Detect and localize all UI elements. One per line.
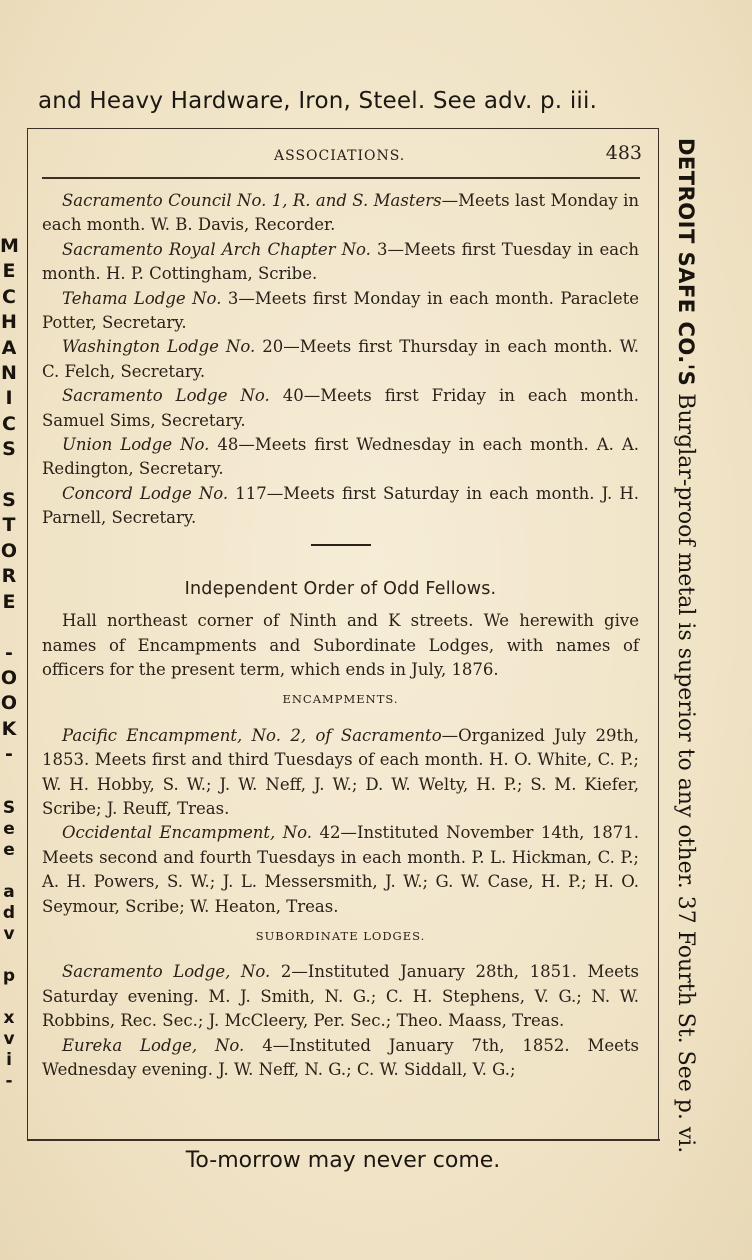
margin-letter: N xyxy=(1,362,17,385)
lodge-name: Sacramento Royal Arch Chapter No. xyxy=(62,239,371,259)
margin-letter: S xyxy=(2,438,16,461)
margin-letter: T xyxy=(2,514,16,537)
margin-letter: i xyxy=(6,1050,12,1070)
encampment-name: Pacific Encampment, No. 2, of Sacramento xyxy=(62,725,442,745)
lodge-name: Eureka Lodge, No. xyxy=(62,1035,245,1055)
margin-letter: - xyxy=(5,641,13,664)
lodge-entry xyxy=(42,482,639,531)
margin-letter: e xyxy=(3,840,15,860)
lodge-name: Concord Lodge No. xyxy=(62,483,229,503)
margin-letter: S xyxy=(2,489,16,512)
margin-letter xyxy=(0,463,18,488)
left-margin-advertisement xyxy=(0,234,18,768)
section-divider xyxy=(311,544,371,546)
lodge-entry xyxy=(42,1034,639,1083)
encampment-entry xyxy=(42,724,639,822)
encampment-details: 42—Instituted November 14th, 1871. Meets second and fourth Tuesdays in each month. P. L. Hickman, C. P.; A. H. Powers, S. W.; J. L. Messersmith, J. W.; G. W. Case, H. P.; H. O. Seymour, Scribe; W. Heaton, Treas. xyxy=(42,823,640,916)
margin-letter xyxy=(0,987,18,1008)
margin-letter: O xyxy=(0,666,18,689)
margin-letter: E xyxy=(2,590,16,613)
margin-letter: - xyxy=(5,743,13,766)
lodge-entry xyxy=(42,433,639,482)
page-number: 483 xyxy=(605,142,642,164)
lodge-entry xyxy=(42,287,639,336)
margin-letter: v xyxy=(3,1029,15,1049)
lodge-entry xyxy=(42,238,639,287)
subsection-title-lodges: SUBORDINATE LODGES. xyxy=(255,928,426,943)
page-body xyxy=(42,189,639,1082)
margin-letter: x xyxy=(3,1008,15,1028)
margin-letter: R xyxy=(1,565,17,588)
margin-letter: O xyxy=(0,539,18,562)
lodge-details: 20—Meets first Thursday in each month. W. C. Felch, Secretary. xyxy=(42,337,639,381)
lodge-name: Tehama Lodge No. xyxy=(62,288,222,308)
safe-company-brand: DETROIT SAFE CO.'S xyxy=(674,138,698,387)
lodge-name: Sacramento Lodge No. xyxy=(62,386,270,406)
lodge-name: Sacramento Council No. 1, R. and S. Masters xyxy=(62,191,442,210)
lodge-entry xyxy=(42,960,639,1033)
margin-letter: C xyxy=(2,412,16,435)
margin-letter xyxy=(0,861,18,882)
lodge-details: 2—Instituted January 28th, 1851. Meets Saturday evening. M. J. Smith, N. G.; C. H. Stephens, V. G.; N. W. Robbins, Rec. Sec.; J. McCleery, Per. Sec.; Theo. Maass, Treas. xyxy=(42,962,639,1031)
left-margin-reference xyxy=(0,798,18,1092)
lodge-details: —Meets last Monday in each month. W. B. Davis, Recorder. xyxy=(42,191,639,235)
margin-letter: p xyxy=(2,966,16,986)
lodge-entry xyxy=(42,384,639,433)
lodge-name: Sacramento Lodge, No. xyxy=(62,962,271,982)
margin-letter xyxy=(0,945,18,966)
lodge-entry xyxy=(42,189,639,238)
margin-letter: O xyxy=(0,692,18,715)
margin-letter: K xyxy=(1,717,17,740)
margin-letter xyxy=(0,615,18,640)
bottom-advertisement-banner: To-morrow may never come. xyxy=(185,1148,501,1173)
margin-letter: I xyxy=(5,387,13,410)
margin-letter: M xyxy=(0,235,19,257)
safe-company-slogan: Burglar-proof metal is superior to any other. 37 Fourth St. See p. vi. xyxy=(673,386,698,1154)
margin-letter: C xyxy=(2,285,16,308)
subsection-title-encampments: ENCAMPMENTS. xyxy=(282,692,399,707)
margin-letter: H xyxy=(1,311,17,334)
lodge-details: 40—Meets first Friday in each month. Samuel Sims, Secretary. xyxy=(42,386,639,430)
page-frame-bottom-rule xyxy=(27,1139,660,1141)
lodge-name: Union Lodge No. xyxy=(62,435,210,455)
top-advertisement-banner: and Heavy Hardware, Iron, Steel. See adv. p. iii. xyxy=(38,88,598,114)
lodge-name: Washington Lodge No. xyxy=(62,337,256,357)
margin-letter: E xyxy=(2,260,16,283)
lodge-details: 48—Meets first Wednesday in each month. A. A. Redington, Secretary. xyxy=(42,435,639,479)
right-margin-advertisement xyxy=(665,138,707,1154)
running-header xyxy=(42,140,642,172)
margin-letter: e xyxy=(3,819,15,839)
lodge-details: 3—Meets first Monday in each month. Paraclete Potter, Secretary. xyxy=(42,288,639,333)
lodge-entry xyxy=(42,335,639,384)
margin-letter: a xyxy=(3,882,15,902)
encampment-entry xyxy=(42,821,639,919)
margin-letter: v xyxy=(3,924,15,944)
margin-letter: S xyxy=(2,798,16,818)
margin-letter: d xyxy=(2,903,16,923)
header-rule xyxy=(42,177,640,179)
lodge-details: 3—Meets first Tuesday in each month. H. P. Cottingham, Scribe. xyxy=(42,239,639,284)
lodge-details: 117—Meets first Saturday in each month. J. H. Parnell, Secretary. xyxy=(42,483,639,528)
lodge-details: 4—Instituted January 7th, 1852. Meets Wednesday evening. J. W. Neff, N. G.; C. W. Siddall, V. G.; xyxy=(42,1035,639,1079)
encampment-name: Occidental Encampment, No. xyxy=(62,823,313,843)
encampment-details: —Organized July 29th, 1853. Meets first and third Tuesdays of each month. H. O. White, C. P.; W. H. Hobby, S. W.; J. W. Neff, J. W.; D. W. Welty, H. P.; S. M. Kiefer, Scribe; J. Reuff, Treas. xyxy=(42,725,639,818)
section-intro: Hall northeast corner of Ninth and K streets. We herewith give names of Encampments and Subordinate Lodges, with names of officers for the present term, which ends in July, 1876. xyxy=(42,611,639,679)
running-title: ASSOCIATIONS. xyxy=(274,148,406,164)
margin-letter: A xyxy=(1,336,17,359)
margin-letter: - xyxy=(5,1071,13,1091)
section-title: Independent Order of Odd Fellows. xyxy=(184,578,497,599)
